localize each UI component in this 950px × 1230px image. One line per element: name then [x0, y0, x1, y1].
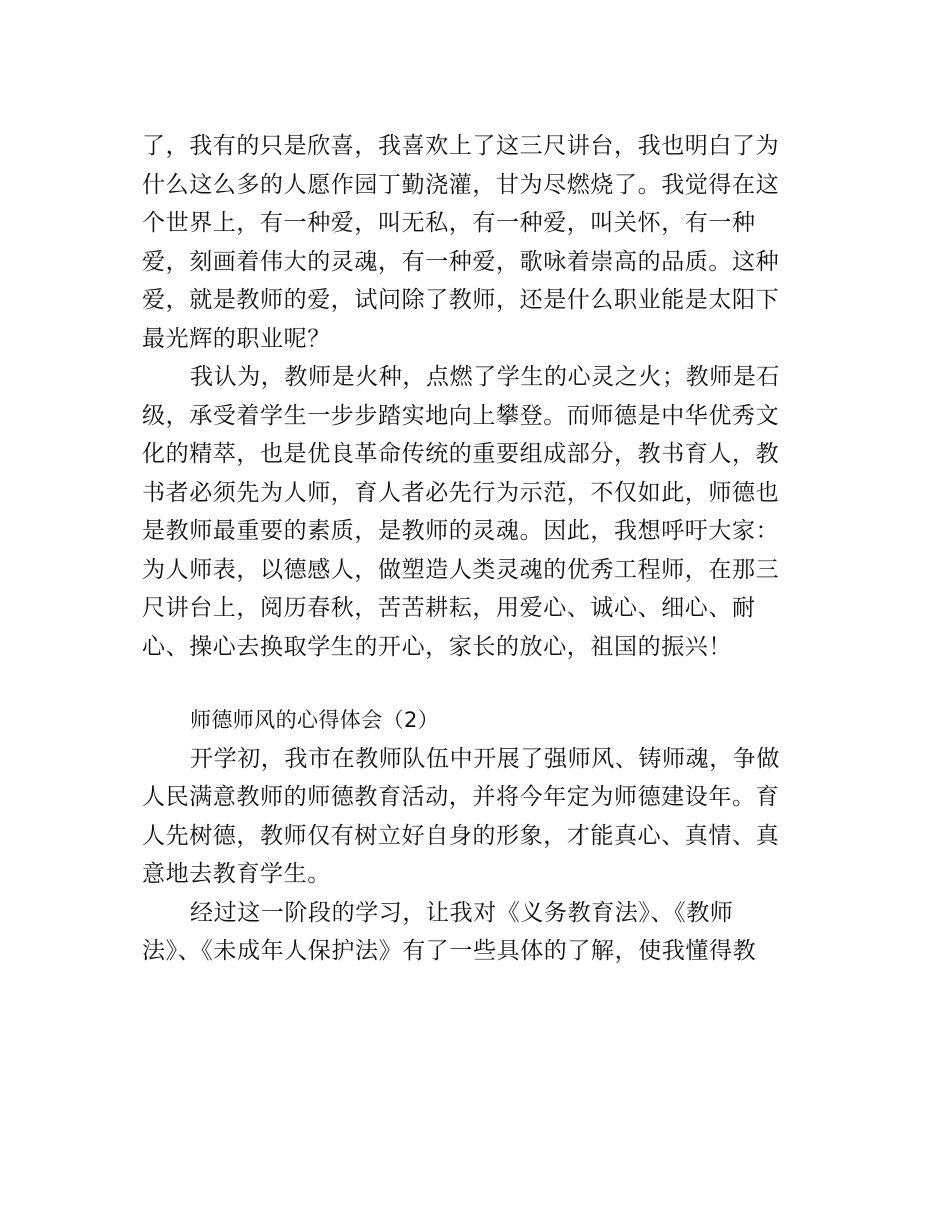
text-line: 经过这一阶段的学习，让我对《义务教育法》、《教师 — [190, 899, 734, 926]
text-line: 人民满意教师的师德教育活动，并将今年定为师德建设年。育 — [142, 784, 780, 810]
text-line: 爱，刻画着伟大的灵魂，有一种爱，歌咏着崇高的品质。这种 — [142, 248, 780, 275]
text-line: 心、操心去换取学生的开心，家长的放心，祖国的振兴！ — [142, 633, 732, 660]
section-heading: 师德师风的心得体会（2） — [190, 708, 440, 732]
text-line: 书者必须先为人师，育人者必先行为示范，不仅如此，师德也 — [142, 479, 780, 506]
text-line: 我认为，教师是火种，点燃了学生的心灵之火；教师是石 — [190, 364, 780, 390]
text-line: 最光辉的职业呢？ — [142, 325, 331, 352]
text-line: 什么这么多的人愿作园丁勤浇灌，甘为尽燃烧了。我觉得在这 — [142, 171, 780, 198]
paragraph — [142, 127, 814, 358]
text-line: 级，承受着学生一步步踏实地向上攀登。而师德是中华优秀文 — [142, 402, 780, 429]
paragraph — [142, 740, 814, 894]
text-line: 爱，就是教师的爱，试问除了教师，还是什么职业能是太阳下 — [142, 287, 780, 313]
text-line: 人先树德，教师仅有树立好自身的形象，才能真心、真情、真 — [142, 822, 780, 849]
text-line: 个世界上，有一种爱，叫无私，有一种爱，叫关怀，有一种 — [142, 210, 756, 236]
text-line: 是教师最重要的素质，是教师的灵魂。因此，我想呼吁大家： — [142, 518, 780, 544]
text-line: 为人师表，以德感人，做塑造人类灵魂的优秀工程师，在那三 — [142, 556, 780, 583]
document-body — [142, 127, 814, 971]
paragraph-spacer — [142, 666, 814, 701]
text-line: 化的精萃，也是优良革命传统的重要组成部分，教书育人，教 — [142, 441, 780, 467]
text-line: 开学初，我市在教师队伍中开展了强师风、铸师魂，争做 — [190, 745, 780, 772]
paragraph — [142, 894, 814, 971]
text-line: 尺讲台上，阅历春秋，苦苦耕耘，用爱心、诚心、细心、耐 — [142, 595, 756, 621]
text-line: 法》、《未成年人保护法》有了一些具体的了解，使我懂得教 — [142, 938, 757, 964]
text-line: 了，我有的只是欣喜，我喜欢上了这三尺讲台，我也明白了为 — [142, 133, 780, 159]
text-line: 意地去教育学生。 — [142, 861, 331, 887]
paragraph — [142, 358, 814, 666]
